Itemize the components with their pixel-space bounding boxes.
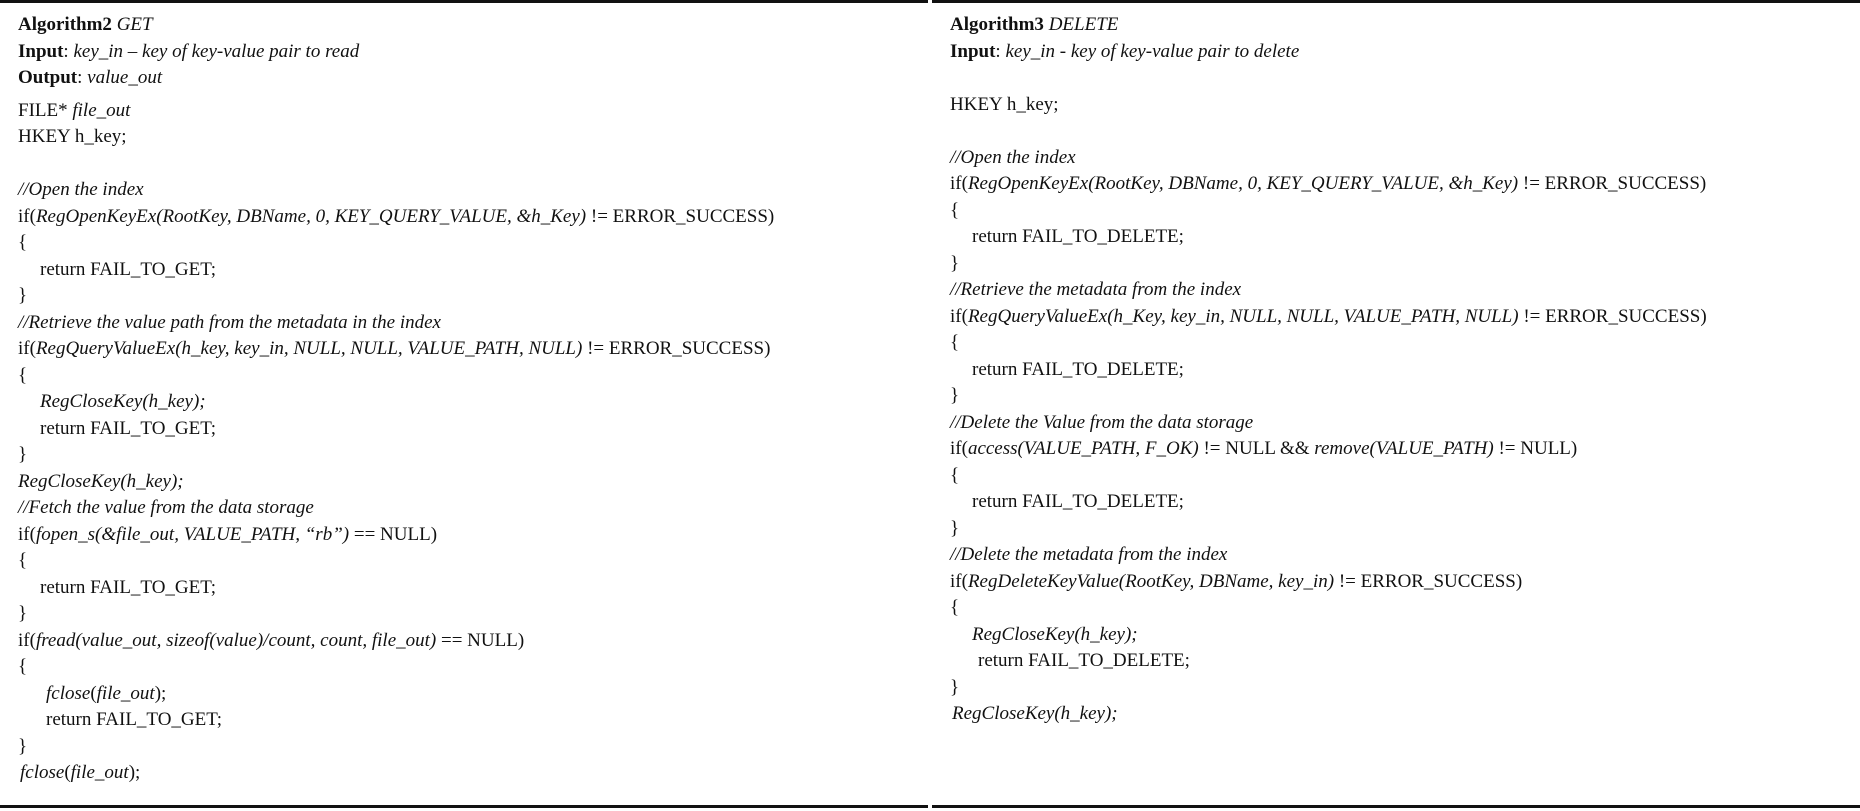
algorithm-label: Algorithm3 — [950, 14, 1044, 35]
input-line: Input: key_in - key of key-value pair to delete — [950, 40, 1300, 62]
output-line: Output: value_out — [18, 67, 163, 88]
algorithm-label: Algorithm2 — [18, 14, 112, 35]
code-line: { — [18, 656, 28, 677]
algorithm-name: GET — [116, 14, 153, 35]
input-line: Input: key_in – key of key-value pair to read — [18, 40, 360, 62]
code-line: } — [950, 676, 960, 698]
output-desc: value_out — [87, 67, 163, 88]
code-line: { — [950, 199, 960, 221]
code-line: { — [18, 364, 28, 386]
code-line: fclose(file_out); — [20, 762, 141, 783]
code-line: { — [18, 232, 28, 253]
code-line: } — [18, 285, 28, 306]
code-line: if(RegDeleteKeyValue(RootKey, DBName, key_in) != ERROR_SUCCESS) — [950, 570, 1523, 592]
code-line: return FAIL_TO_DELETE; — [972, 226, 1184, 247]
code-line: RegCloseKey(h_key); — [952, 703, 1118, 724]
code-line: HKEY h_key; — [950, 93, 1059, 115]
code-comment: //Delete the Value from the data storage — [950, 411, 1254, 433]
code-line: } — [950, 517, 960, 539]
code-line: HKEY h_key; — [18, 126, 127, 147]
code-line: } — [950, 252, 960, 274]
code-line: { — [950, 332, 960, 353]
code-line: return FAIL_TO_DELETE; — [972, 358, 1184, 380]
code-line: { — [950, 464, 960, 486]
code-line: } — [18, 735, 28, 757]
algorithm-get-title — [18, 12, 922, 39]
code-comment: //Fetch the value from the data storage — [18, 497, 314, 518]
input-desc: key_in - key of key-value pair to delete — [1005, 40, 1300, 62]
algorithm-get-panel — [0, 0, 928, 808]
code-line: } — [950, 385, 960, 406]
code-line: return FAIL_TO_DELETE; — [972, 491, 1184, 512]
input-label: Input — [950, 40, 996, 62]
input-label: Input — [18, 40, 64, 62]
algorithm-name: DELETE — [1048, 14, 1119, 35]
code-line: if(fread(value_out, sizeof(value)/count, count, file_out) == NULL) — [18, 629, 525, 651]
code-line: if(fopen_s(&file_out, VALUE_PATH, “rb”) == NULL) — [18, 523, 438, 545]
code-line: } — [18, 444, 28, 465]
code-line: if(RegQueryValueEx(h_key, key_in, NULL, NULL, VALUE_PATH, NULL) != ERROR_SUCCESS) — [18, 338, 771, 359]
code-comment: //Retrieve the value path from the metadata in the index — [18, 311, 441, 333]
code-line: if(RegQueryValueEx(h_Key, key_in, NULL, NULL, VALUE_PATH, NULL) != ERROR_SUCCESS) — [950, 305, 1707, 327]
code-line: return FAIL_TO_GET; — [40, 576, 217, 598]
code-line: return FAIL_TO_GET; — [40, 417, 217, 439]
code-line: fclose(file_out); — [46, 682, 167, 704]
code-line: RegCloseKey(h_key); — [18, 470, 184, 492]
code-line: if(access(VALUE_PATH, F_OK) != NULL && remove(VALUE_PATH) != NULL) — [950, 438, 1578, 459]
algorithm-delete-title — [950, 12, 1854, 39]
input-desc: key_in – key of key-value pair to read — [73, 40, 360, 62]
algorithm-delete-panel — [932, 0, 1860, 808]
code-comment: //Retrieve the metadata from the index — [950, 279, 1242, 300]
code-comment: //Open the index — [18, 179, 144, 200]
algorithm-delete-code — [950, 12, 1854, 728]
code-line: FILE* file_out — [18, 99, 131, 121]
code-comment: //Delete the metadata from the index — [950, 544, 1228, 565]
code-line: return FAIL_TO_GET; — [46, 709, 223, 730]
code-comment: //Open the index — [950, 146, 1076, 168]
code-line: return FAIL_TO_GET; — [40, 258, 217, 280]
code-line: if(RegOpenKeyEx(RootKey, DBName, 0, KEY_QUERY_VALUE, &h_Key) != ERROR_SUCCESS) — [18, 205, 775, 227]
code-line: return FAIL_TO_DELETE; — [978, 650, 1190, 671]
code-line: } — [18, 603, 28, 624]
code-line: { — [950, 597, 960, 618]
code-line: if(RegOpenKeyEx(RootKey, DBName, 0, KEY_QUERY_VALUE, &h_Key) != ERROR_SUCCESS) — [950, 173, 1707, 194]
algorithm-get-code — [18, 12, 922, 787]
code-line: RegCloseKey(h_key); — [40, 391, 206, 412]
code-line: RegCloseKey(h_key); — [972, 623, 1138, 645]
output-label: Output — [18, 67, 78, 88]
code-line: { — [18, 550, 28, 571]
